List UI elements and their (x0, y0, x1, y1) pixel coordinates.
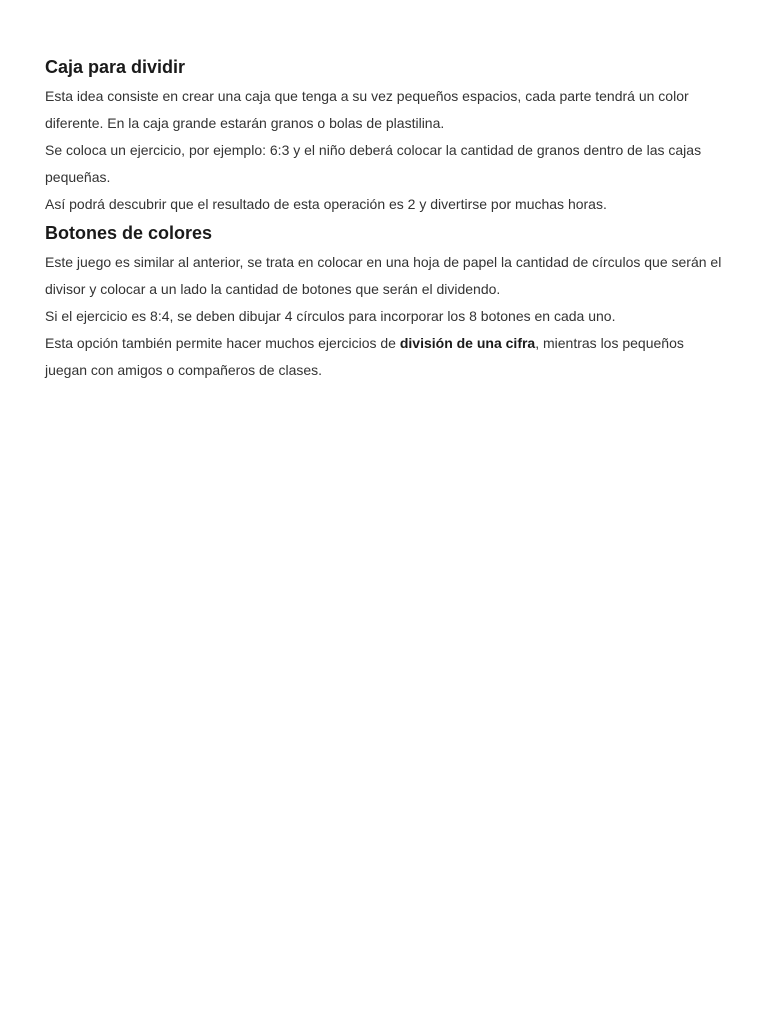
paragraph-botones-3-start: Esta opción también permite hacer muchos ejercicios de (45, 335, 400, 351)
paragraph-botones-2: Si el ejercicio es 8:4, se deben dibujar 4 círculos para incorporar los 8 botones en cada uno. (45, 308, 616, 324)
paragraph-botones-1: Este juego es similar al anterior, se trata en colocar en una hoja de papel la cantidad de círculos que serán el divisor y colocar a un lado la cantidad de botones que serán el dividendo. (45, 254, 722, 297)
paragraph-botones-3 (45, 330, 725, 384)
article-content (45, 54, 725, 384)
paragraph-botones-3-end: , mientras los pequeños juegan con amigos o compañeros de clases. (45, 335, 684, 378)
paragraph-caja-1: Esta idea consiste en crear una caja que tenga a su vez pequeños espacios, cada parte tendrá un color diferente. En la caja grande estarán granos o bolas de plastilina. (45, 88, 689, 131)
section-heading-botones-de-colores: Botones de colores (45, 223, 213, 243)
paragraph-caja-2: Se coloca un ejercicio, por ejemplo: 6:3 y el niño deberá colocar la cantidad de granos dentro de las cajas pequeñas. (45, 142, 702, 185)
bold-phrase-division-una-cifra: división de una cifra (399, 335, 536, 351)
paragraph-caja-3: Así podrá descubrir que el resultado de esta operación es 2 y divertirse por muchas horas. (45, 196, 607, 212)
section-heading-caja-para-dividir: Caja para dividir (45, 57, 186, 77)
